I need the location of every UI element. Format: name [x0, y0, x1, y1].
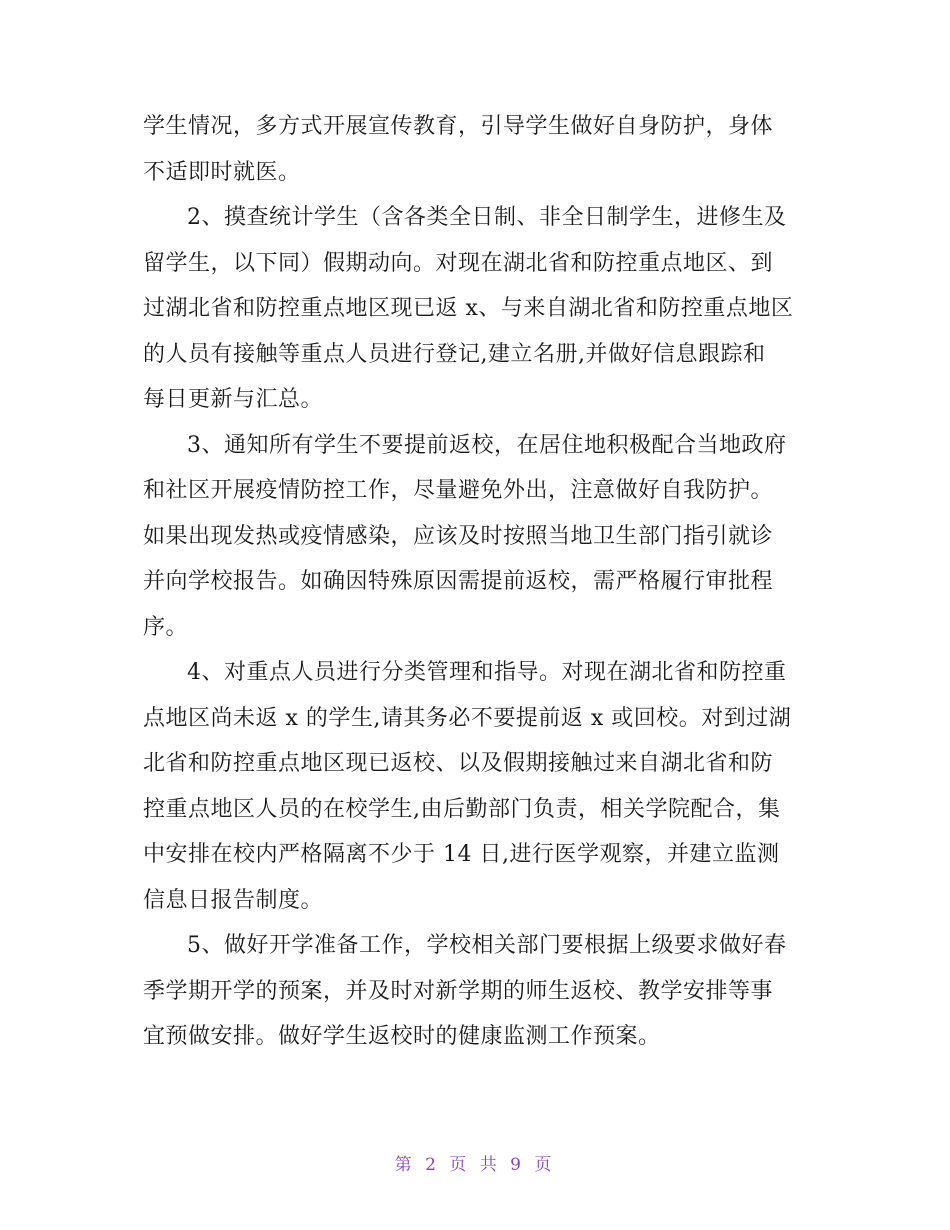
text-line: 中安排在校内严格隔离不少于 14 日,进行医学观察，并建立监测	[143, 842, 780, 867]
paragraph-4-start: 4、对重点人员进行分类管理和指导。对现在湖北省和防控重	[187, 660, 787, 685]
text-line: 过湖北省和防控重点地区现已返 x、与来自湖北省和防控重点地区	[143, 296, 794, 321]
text-line: 每日更新与汇总。	[143, 387, 324, 412]
text-line: 控重点地区人员的在校学生,由后勤部门负责，相关学院配合，集	[143, 796, 781, 822]
page-number-footer: 第 2 页 共 9 页	[394, 1155, 556, 1175]
text-line: 并向学校报告。如确因特殊原因需提前返校，需严格履行审批程	[143, 569, 774, 594]
text-line: 信息日报告制度。	[143, 887, 324, 913]
text-line: 学生情况，多方式开展宣传教育，引导学生做好自身防护，身体	[143, 114, 774, 139]
text-line: 和社区开展疫情防控工作，尽量避免外出，注意做好自我防护。	[143, 478, 774, 503]
text-line: 如果出现发热或疫情感染，应该及时按照当地卫生部门指引就诊	[143, 523, 774, 549]
text-line: 点地区尚未返 x 的学生,请其务必不要提前返 x 或回校。对到过湖	[143, 705, 792, 731]
text-line: 不适即时就医。	[143, 159, 301, 185]
paragraph-5-start: 5、做好开学准备工作，学校相关部门要根据上级要求做好春	[187, 933, 787, 958]
text-line: 季学期开学的预案，并及时对新学期的师生返校、教学安排等事	[143, 978, 774, 1004]
paragraph-2-start: 2、摸查统计学生（含各类全日制、非全日制学生，进修生及	[187, 205, 787, 230]
text-line: 宜预做安排。做好学生返校时的健康监测工作预案。	[143, 1024, 661, 1049]
text-line: 北省和防控重点地区现已返校、以及假期接触过来自湖北省和防	[143, 751, 774, 776]
text-line: 的人员有接触等重点人员进行登记,建立名册,并做好信息跟踪和	[143, 341, 766, 367]
text-line: 留学生，以下同）假期动向。对现在湖北省和防控重点地区、到	[143, 250, 774, 276]
document-body	[143, 104, 813, 1060]
paragraph-3-start: 3、通知所有学生不要提前返校，在居住地积极配合当地政府	[187, 432, 787, 458]
text-line: 序。	[143, 614, 189, 640]
